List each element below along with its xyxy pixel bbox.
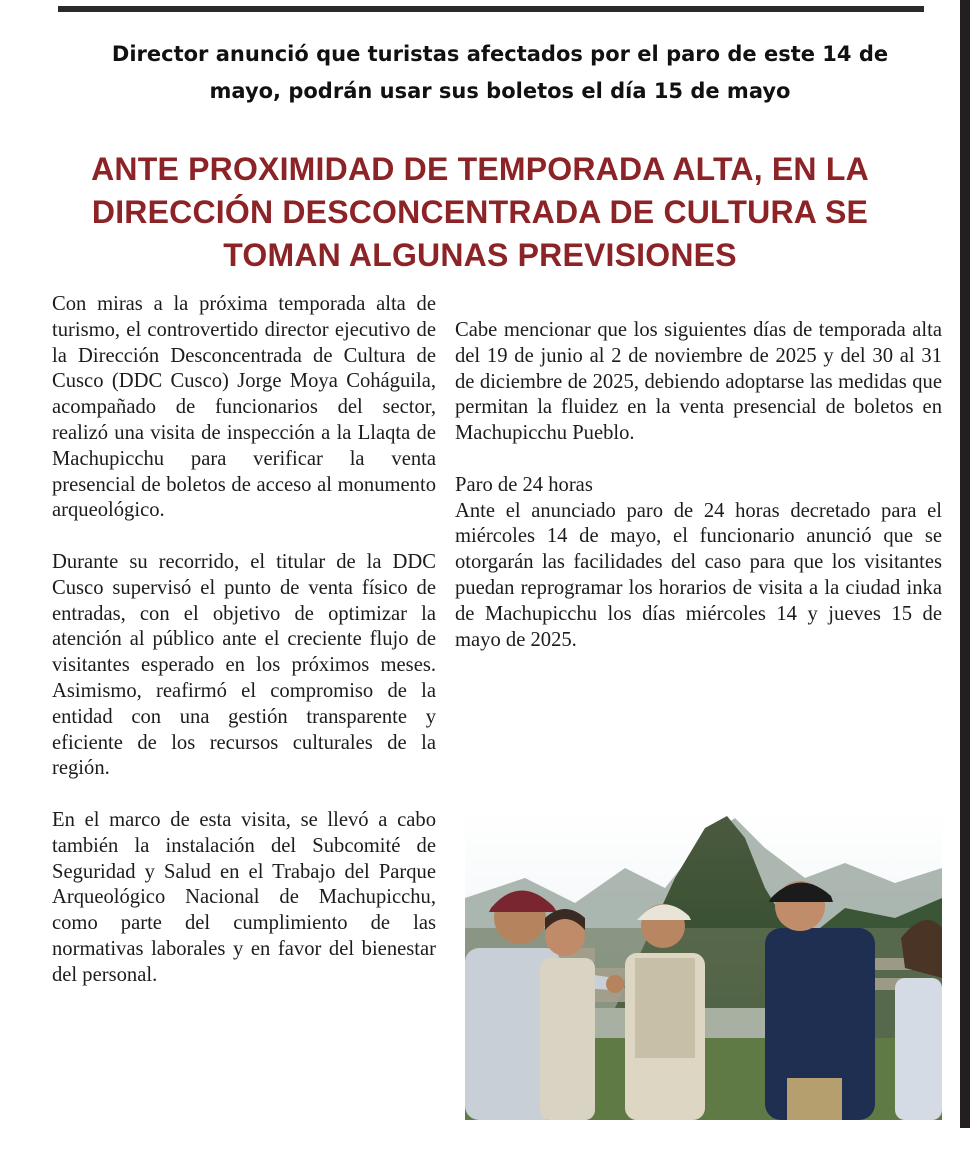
article-kicker: Director anunció que turistas afectados por el paro de este 14 de mayo, podrán usar sus boletos el día 15 de mayo — [111, 42, 889, 103]
page-edge-bar — [960, 0, 970, 1128]
left-paragraph-3: En el marco de esta visita, se llevó a cabo también la instalación del Subcomité de Seguridad y Salud en el Trabajo del Parque Arqueológico Nacional de Machupicchu, como parte del cumplimiento de las normativas laborales y en favor del bienestar del personal. — [52, 808, 436, 986]
article-headline: ANTE PROXIMIDAD DE TEMPORADA ALTA, EN LA DIRECCIÓN DESCONCENTRADA DE CULTURA SE TOMAN ALGUNAS PREVISIONES — [91, 151, 869, 273]
left-paragraph-1: Con miras a la próxima temporada alta de turismo, el controvertido director ejecutivo de la Dirección Desconcentrada de Cultura de Cusco (DDC Cusco) Jorge Moya Coháguila, acompañado de funcionarios del sector, realizó una visita de inspección a la Llaqta de Machupicchu para verificar la venta presencial de boletos de acceso al monumento arqueológico. — [52, 293, 436, 522]
left-column — [52, 292, 436, 989]
machupicchu-visit-photo — [465, 808, 942, 1120]
left-paragraph-2: Durante su recorrido, el titular de la DDC Cusco supervisó el punto de venta físico de entradas, con el objetivo de optimizar la atención al público ante el creciente flujo de visitantes esperado en los próximos meses. Asimismo, reafirmó el compromiso de la entidad con una gestión transparente y eficiente de los recursos culturales de la región. — [52, 550, 436, 780]
right-column — [455, 318, 942, 653]
right-paragraph-1: Cabe mencionar que los siguientes días de temporada alta del 19 de junio al 2 de noviembre de 2025 y del 30 al 31 de diciembre de 2025, debiendo adoptarse las medidas que permitan la fluidez en la venta presencial de boletos en Machupicchu Pueblo. — [455, 319, 942, 445]
right-paragraph-2: Ante el anunciado paro de 24 horas decretado para el miércoles 14 de mayo, el funcionario anunció que se otorgarán las facilidades del caso para que los visitantes puedan reprogramar los horarios de visita a la ciudad inka de Machupicchu los días miércoles 14 y jueves 15 de mayo de 2025. — [455, 499, 942, 651]
section-subhead: Paro de 24 horas — [455, 473, 593, 496]
top-rule — [58, 6, 924, 12]
